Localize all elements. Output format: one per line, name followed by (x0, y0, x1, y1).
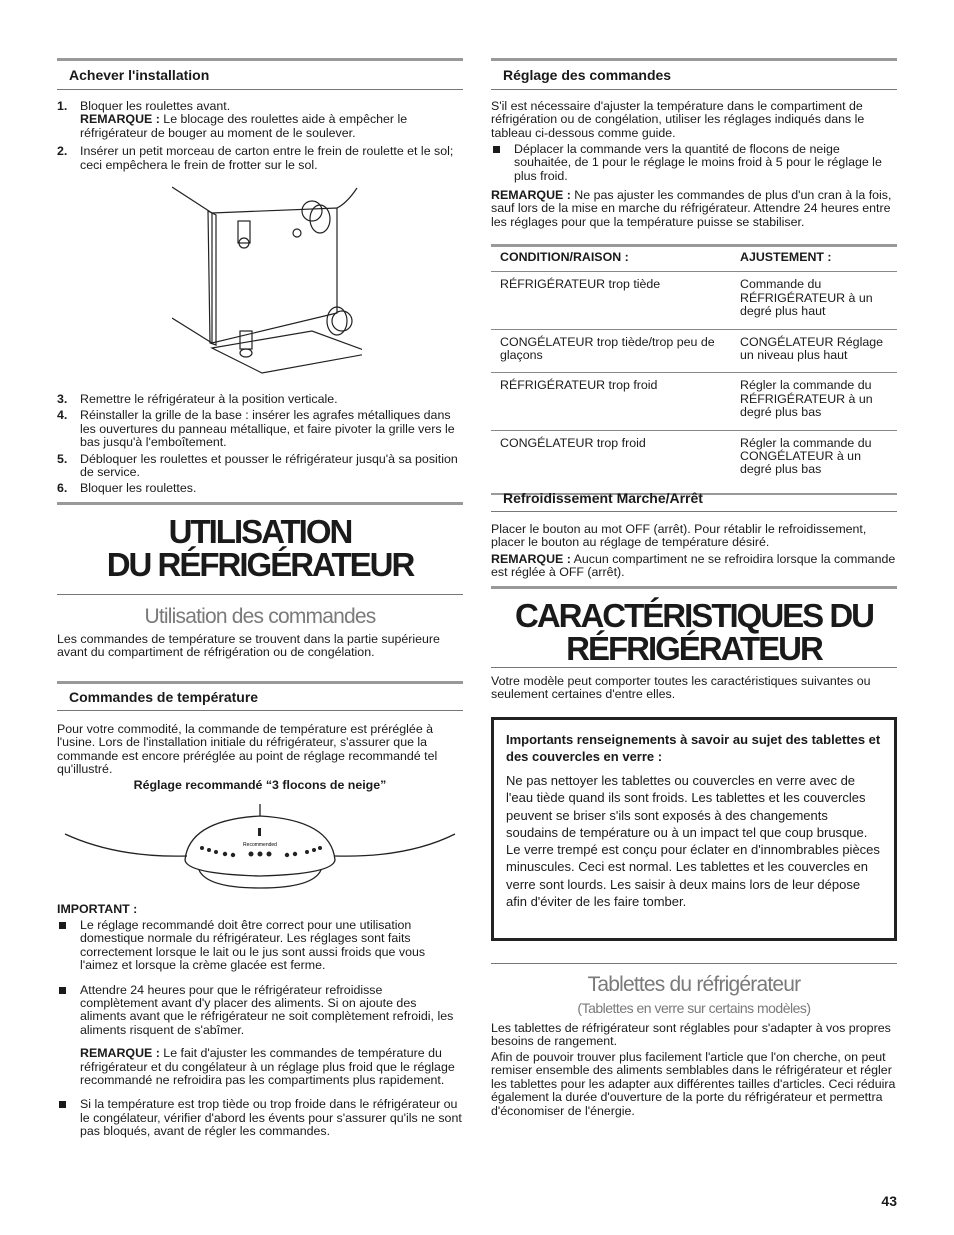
tablettes-p1: Les tablettes de réfrigérateur sont réglables pour s'adapter à vos propres besoins de rangement. (491, 1021, 891, 1049)
step-item: 4. Réinstaller la grille de la base : insérer les agrafes métalliques dans les ouvertures du panneau métallique, et faire pivoter la grille vers le bas jusqu'à l'emboîtement. (57, 408, 455, 450)
caster-illustration (172, 183, 362, 383)
section-rule (491, 511, 897, 512)
table-row: CONGÉLATEUR trop froid Régler la commande du CONGÉLATEUR à un degré plus bas (491, 430, 897, 494)
reglage-intro: S'il est nécessaire d'ajuster la température dans le compartiment de réfrigération ou de congélation, utiliser les réglages indiqués dans le tableau ci-dessous comme guide. (491, 99, 865, 140)
column-header: AJUSTEMENT : (740, 250, 832, 264)
section-rule (491, 586, 897, 589)
tablettes-p2: Afin de pouvoir trouver plus facilement l'article que l'on cherche, on peut remiser ensemble des aliments semblables dans le réfrigérateur et régler les tablettes pour les adapter aux différentes tailles d'articles. Ceci réduira également la durée d'ouverture de la porte du réfrigérateur et permettra d'économiser de l'énergie. (491, 1050, 896, 1118)
achever-heading: Achever l'installation (69, 67, 210, 83)
table-row: CONGÉLATEUR trop tiède/trop peu de glaçons CONGÉLATEUR Réglage un niveau plus haut (491, 329, 897, 373)
commandes-title: Utilisation des commandes (144, 605, 376, 628)
tablettes-subtitle: (Tablettes en verre sur certains modèles) (577, 1000, 811, 1016)
dial-caption: Réglage recommandé “3 flocons de neige” (133, 778, 387, 792)
carac-title: CARACTÉRISTIQUES DU RÉFRIGÉRATEUR (514, 597, 874, 667)
step-item: 1. Bloquer les roulettes avant. REMARQUE : Le blocage des roulettes aide à empêcher le réfrigérateur de bouger au moment de le soulever. (57, 99, 408, 140)
glass-warning-box (491, 717, 897, 941)
section-rule (57, 58, 463, 61)
list-item: Le réglage recommandé doit être correct pour une utilisation domestique normale du réfrigérateur. Les réglages sont faits correctement lorsque le lait ou le jus sont aussi froids que vous l'aimez et lorsque la crème glacée est ferme. (57, 919, 463, 973)
commandes-intro: Les commandes de température se trouvent dans la partie supérieure avant du compartiment de réfrigération ou de congélation. (57, 632, 440, 660)
table-row: RÉFRIGÉRATEUR trop froid Régler la commande du RÉFRIGÉRATEUR à un degré plus bas (491, 373, 897, 430)
reglage-note: REMARQUE : Ne pas ajuster les commandes de plus d'un cran à la fois, sauf lors de la mise en marche du réfrigérateur. Attendre 24 heures entre les réglages pour que la température puisse se stabiliser. (491, 188, 892, 229)
step-item: 2. Insérer un petit morceau de carton entre le frein de roulette et le sol; ceci empêchera le frein de frotter sur le sol. (57, 144, 454, 172)
table-header-row (491, 244, 897, 272)
box-heading: Importants renseignements à savoir au sujet des tablettes et des couvercles en verre : (506, 732, 881, 764)
carac-intro: Votre modèle peut comporter toutes les caractéristiques suivantes ou seulement certaines d'entre elles. (491, 674, 871, 702)
section-rule (57, 710, 463, 711)
section-rule (491, 667, 897, 668)
achever-steps-2 (57, 393, 463, 496)
achever-steps (57, 100, 463, 172)
section-rule (491, 58, 897, 61)
refroid-para: Placer le bouton au mot OFF (arrêt). Pour rétablir le refroidissement, placer le bouton au réglage de température désiré. (491, 522, 867, 550)
main-title: UTILISATION DU RÉFRIGÉRATEUR (106, 513, 414, 583)
box-text: Ne pas nettoyer les tablettes ou couvercles en verre avec de l'eau tiède quand ils sont froids. Les tablettes et les couvercles peuvent se briser s'ils sont exposés à des changements soudains de température ou à un impact tel que coup brusque. Le verre trempé est conçu pour éclater en d'innombrables pièces minuscules. Ceci est normal. Les tablettes et les couvercles en verre sont lourds. Les saisir à deux mains lors de leur dépose afin d'éviter de les faire tomber. (506, 773, 880, 910)
reglage-heading: Réglage des commandes (503, 67, 672, 83)
bullet-square (59, 1101, 66, 1108)
bullet-square (493, 146, 500, 153)
list-item: Attendre 24 heures pour que le réfrigérateur refroidisse complètement avant d'y placer des aliments. Si on ajoute des aliments avant que le réfrigérateur ne soit complètement refroidi, les aliments risquent de s'abîmer. REMARQUE : Le fait d'ajuster les commandes de température du réfrigérateur et du congélateur à un réglage plus froid que le réglage recommandé ne refroidira pas les compartiments plus rapidement. (57, 984, 463, 1088)
note-label: REMARQUE : (80, 112, 160, 127)
tablettes-title: Tablettes du réfrigérateur (587, 973, 801, 996)
list-item: Si la température est trop tiède ou trop froide dans le réfrigérateur ou le congélateur, vérifier d'abord les évents pour s'assurer qu'ils ne sont pas bloqués, avant de régler les commandes. (57, 1098, 463, 1138)
box-content (494, 720, 894, 910)
column-header: CONDITION/RAISON : (500, 250, 629, 264)
page-number: 43 (881, 1193, 897, 1209)
step-item: 6. Bloquer les roulettes. (57, 481, 197, 496)
step-item: 3. Remettre le réfrigérateur à la position verticale. (57, 392, 338, 406)
note: REMARQUE : Le fait d'ajuster les commandes de température du réfrigérateur et du congélateur à un réglage plus froid que le réglage recommandé ne refroidira pas les compartiments plus rapidement. (80, 1046, 455, 1088)
list-item: Déplacer la commande vers la quantité de flocons de neige souhaitée, de 1 pour le réglage le moins froid à 5 pour le réglage le plus froid. (491, 143, 897, 183)
important-bullets (57, 919, 463, 1139)
bullet-square (59, 987, 66, 994)
table-row: RÉFRIGÉRATEUR trop tiède Commande du RÉFRIGÉRATEUR à un degré plus haut (491, 272, 897, 329)
temp-para: Pour votre commodité, la commande de température est préréglée à l'usine. Lors de l'installation initiale du réfrigérateur, s'assurer que la commande est encore préréglée au point de réglage recommandé tel qu'illustré. (57, 722, 438, 777)
refroid-heading: Refroidissement Marche/Arrêt (503, 490, 703, 506)
step-item: 5. Débloquer les roulettes et pousser le réfrigérateur jusqu'à sa position de service. (57, 451, 458, 480)
section-rule (57, 89, 463, 90)
adjustment-table-wrap (491, 244, 897, 495)
section-rule (491, 963, 897, 964)
table-rule (491, 244, 897, 247)
temp-heading: Commandes de température (69, 689, 259, 705)
temperature-dial-illustration (57, 798, 463, 894)
section-rule (57, 502, 463, 505)
refroid-note: REMARQUE : Aucun compartiment ne se refroidira lorsque la commande est réglée à OFF (arrêt). (491, 552, 896, 580)
bullet-square (59, 922, 66, 929)
dial-label: Recommended (243, 842, 277, 848)
section-rule (491, 89, 897, 90)
reglage-bullets (491, 143, 897, 183)
section-rule (57, 594, 463, 595)
section-rule (57, 681, 463, 684)
adjustment-table (491, 244, 897, 495)
important-label: IMPORTANT : (57, 902, 138, 916)
